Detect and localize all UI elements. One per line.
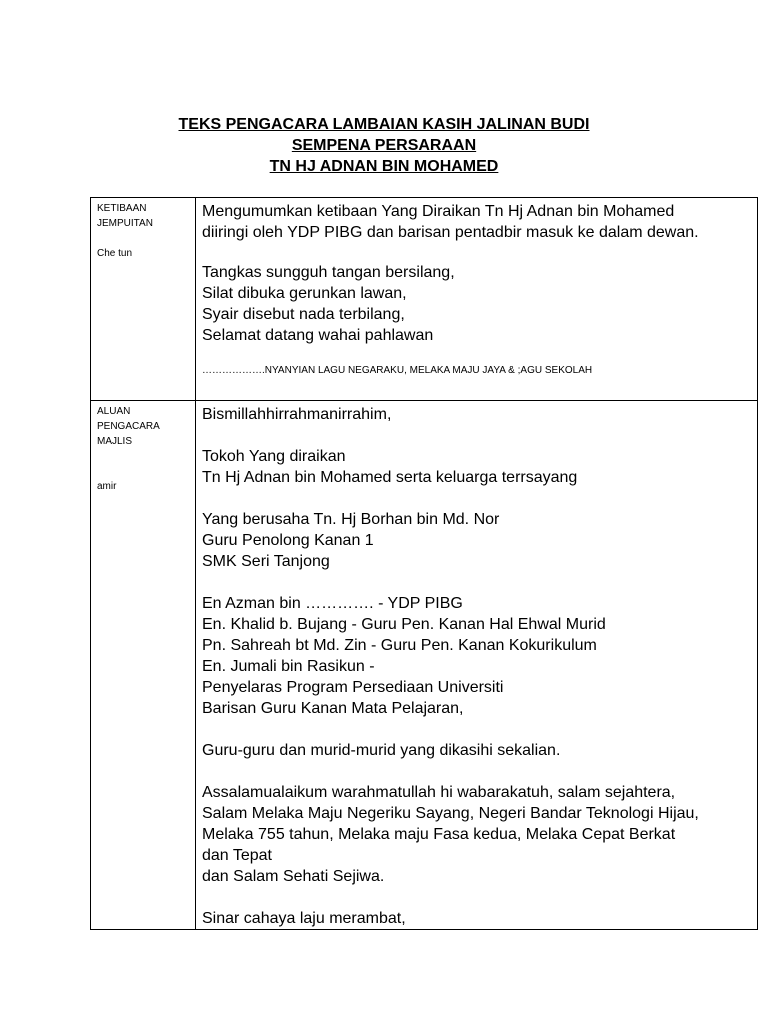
text-line: Assalamualaikum warahmatullah hi wabarakatuh, salam sejahtera,	[202, 784, 676, 801]
table-row	[91, 198, 758, 401]
title-line-2: SEMPENA PERSARAAN	[291, 137, 477, 154]
pantun-line: Syair disebut nada terbilang,	[202, 306, 405, 323]
speaker-name: Che tun	[97, 248, 133, 259]
script-table	[90, 197, 758, 930]
text-line: Bismillahhirrahmanirrahim,	[202, 406, 392, 423]
role-cell	[91, 198, 196, 401]
text-line: diiringi oleh YDP PIBG dan barisan pentadbir masuk ke dalam dewan.	[202, 224, 699, 241]
document-title	[0, 114, 768, 177]
text-line: Penyelaras Program Persediaan Universiti	[202, 679, 504, 696]
text-line: En Azman bin …………. - YDP PIBG	[202, 595, 463, 612]
table-row	[91, 401, 758, 930]
text-line: Guru Penolong Kanan 1	[202, 532, 374, 549]
text-line: En. Khalid b. Bujang - Guru Pen. Kanan Hal Ehwal Murid	[202, 616, 606, 633]
text-line: Guru-guru dan murid-murid yang dikasihi sekalian.	[202, 742, 561, 759]
text-line: Barisan Guru Kanan Mata Pelajaran,	[202, 700, 464, 717]
text-line: Yang berusaha Tn. Hj Borhan bin Md. Nor	[202, 511, 500, 528]
role-label: PENGACARA	[97, 421, 160, 432]
title-line-1: TEKS PENGACARA LAMBAIAN KASIH JALINAN BUDI	[178, 116, 590, 133]
pantun-line: Selamat datang wahai pahlawan	[202, 327, 434, 344]
role-cell	[91, 401, 196, 930]
role-label: KETIBAAN	[97, 203, 147, 214]
pantun-line: Tangkas sungguh tangan bersilang,	[202, 264, 455, 281]
content-cell	[196, 198, 758, 401]
speaker-name: amir	[97, 481, 117, 492]
text-line: En. Jumali bin Rasikun -	[202, 658, 375, 675]
text-line: Sinar cahaya laju merambat,	[202, 910, 406, 927]
text-line: Pn. Sahreah bt Md. Zin - Guru Pen. Kanan Kokurikulum	[202, 637, 597, 654]
role-label: MAJLIS	[97, 436, 133, 447]
text-line: Salam Melaka Maju Negeriku Sayang, Negeri Bandar Teknologi Hijau,	[202, 805, 699, 822]
text-line: Tn Hj Adnan bin Mohamed serta keluarga terrsayang	[202, 469, 578, 486]
song-note: ……………….NYANYIAN LAGU NEGARAKU, MELAKA MAJU JAYA & ;AGU SEKOLAH	[202, 365, 593, 376]
pantun-line: Silat dibuka gerunkan lawan,	[202, 285, 407, 302]
text-line: Melaka 755 tahun, Melaka maju Fasa kedua, Melaka Cepat Berkat	[202, 826, 676, 843]
text-line: Tokoh Yang diraikan	[202, 448, 346, 465]
text-line: SMK Seri Tanjong	[202, 553, 330, 570]
title-line-3: TN HJ ADNAN BIN MOHAMED	[269, 158, 499, 175]
text-line: Mengumumkan ketibaan Yang Diraikan Tn Hj Adnan bin Mohamed	[202, 203, 675, 220]
role-label: ALUAN	[97, 406, 131, 417]
text-line: dan Tepat	[202, 847, 272, 864]
text-line: dan Salam Sehati Sejiwa.	[202, 868, 385, 885]
role-label: JEMPUITAN	[97, 218, 153, 229]
content-cell	[196, 401, 758, 930]
